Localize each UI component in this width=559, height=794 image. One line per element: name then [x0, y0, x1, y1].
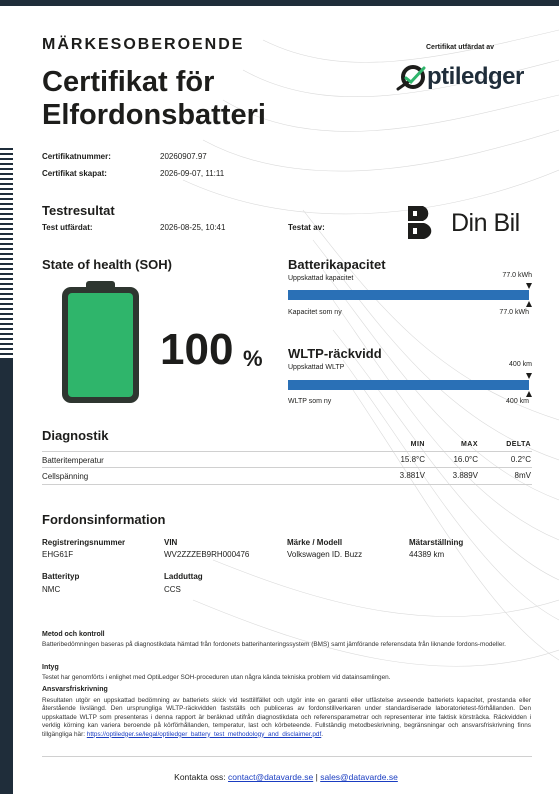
- contact-separator: |: [315, 772, 318, 782]
- wltp-estimated-marker: [526, 373, 532, 379]
- soh-value: 100: [160, 325, 234, 374]
- diagnostics-row-delta: 0.2°C: [510, 455, 531, 464]
- diagnostics-row-delta: 8mV: [514, 471, 531, 480]
- soh-heading: State of health (SOH): [42, 257, 173, 272]
- test-performed-label: Test utfärdat:: [42, 223, 93, 232]
- wltp-new-marker: [526, 391, 532, 397]
- vehicle-battery-type: NMC: [42, 585, 61, 594]
- kicker: MÄRKESOBEROENDE: [42, 36, 245, 53]
- disclaimer-link[interactable]: https://optiledger.se/legal/optiledger_battery_test_methodology_and_disclaimer.pdf: [86, 730, 322, 738]
- vehicle-charging: CCS: [164, 585, 181, 594]
- test-performed: 2026-08-25, 10:41: [160, 223, 226, 232]
- capacity-estimated-value: 77.0 kWh: [502, 272, 532, 279]
- vehicle-odometer: 44389 km: [409, 550, 445, 559]
- diagnostics-row-name: Batteritemperatur: [42, 456, 104, 465]
- certificate-created-label: Certifikat skapat:: [42, 169, 107, 178]
- wltp-heading: WLTP-räckvidd: [288, 346, 382, 361]
- disclaimer-text: Resultaten utgör en uppskattad bedömning av batteriets skick vid testtillfället och utgör inte en garanti eller utfästelse avseende batteriets kapacitet, prestanda eller återstående livslängd. Den ursprungliga WLTP-räckvidden fastställs och publiceras av fordonstillverkaren under standardiserade laboratorietest-förhållanden. Den uppskattade WLTP som presenteras i denna rapport är beräknad utifrån diagnostikdata och referensparametrar och representerar inte faktisk körsträcka. Räckvidden i verklig körning kan variera beroende på körförhållanden, temperatur, last och körbeteende. Fullständig metodbeskrivning, begränsningar och ansvarsfriskrivning finns tillgängliga här:: [42, 697, 531, 738]
- optiledger-logo-icon: [394, 60, 428, 94]
- capacity-heading: Batterikapacitet: [288, 257, 386, 272]
- wltp-estimated-label: Uppskattad WLTP: [288, 364, 345, 371]
- vehicle-charging-label: Ladduttag: [164, 572, 203, 581]
- capacity-new-value: 77.0 kWh: [499, 309, 529, 316]
- page-title-line1: Certifikat för: [42, 66, 215, 98]
- optiledger-logo: [394, 60, 534, 94]
- page-title-line2: Elfordonsbatteri: [42, 99, 266, 131]
- test-heading: Testresultat: [42, 203, 115, 218]
- vehicle-reg-label: Registreringsnummer: [42, 538, 126, 547]
- vehicle-vin-label: VIN: [164, 538, 178, 547]
- diagnostics-rule: [42, 484, 532, 485]
- diagnostics-rule: [42, 451, 532, 452]
- capacity-bar: [288, 290, 529, 300]
- vehicle-make-label: Märke / Modell: [287, 538, 343, 547]
- diagnostics-rule: [42, 467, 532, 468]
- battery-fill: [68, 293, 133, 397]
- dinbil-logo-text: Din Bil: [451, 209, 520, 237]
- diagnostics-row-min: 15.8°C: [400, 455, 425, 464]
- issued-by-label: Certifikat utfärdat av: [426, 44, 495, 51]
- diagnostics-col-max: MAX: [460, 441, 478, 448]
- vehicle-odometer-label: Mätarställning: [409, 538, 464, 547]
- diagnostics-col-min: MIN: [410, 441, 425, 448]
- vehicle-vin: WV2ZZZEB9RH000476: [164, 550, 250, 559]
- diagnostics-row-max: 16.0°C: [453, 455, 478, 464]
- method-heading: Metod och kontroll: [42, 631, 105, 638]
- wltp-new-label: WLTP som ny: [288, 398, 332, 405]
- diagnostics-heading: Diagnostik: [42, 428, 109, 443]
- capacity-new-marker: [526, 301, 532, 307]
- side-bar: [0, 360, 13, 794]
- vehicle-heading: Fordonsinformation: [42, 512, 166, 527]
- method-text: Batteribedömningen baseras på diagnostikdata hämtad från fordonets batterihanteringssystem (BMS) samt jämförande referensdata från liknande fordons-modeller.: [42, 641, 506, 648]
- contact-label: Kontakta oss:: [174, 772, 226, 782]
- dinbil-logo-icon: [406, 204, 436, 241]
- certificate-number: 20260907.97: [160, 152, 207, 161]
- wltp-estimated-value: 400 km: [509, 361, 532, 368]
- diagnostics-col-delta: DELTA: [506, 441, 531, 448]
- side-stripes: [0, 148, 13, 360]
- disclaimer-paragraph: Resultaten utgör en uppskattad bedömning av batteriets skick vid testtillfället och utgör inte en garanti eller utfästelse avseende batteriets kapacitet, prestanda eller återstående livslängd. Den ursprungliga WLTP-räckvidden fastställs och publiceras av fordonstillverkaren under standardiserade laboratorietest-förhållanden. Den uppskattade WLTP som presenteras i denna rapport är beräknad utifrån diagnostikdata och referensparametrar och representerar inte faktisk körsträcka. Räckvidden i verklig körning kan variera beroende på körförhållanden, temperatur, last och körbeteende. Fullständig metodbeskrivning, begränsningar och ansvarsfriskrivning finns tillgängliga här: https://optiledger.se/legal/optiledger_battery_test_methodology_and_disclaimer.pdf.: [42, 697, 531, 738]
- sales-email-link[interactable]: sales@datavarde.se: [320, 772, 398, 782]
- diagnostics-row-name: Cellspänning: [42, 472, 89, 481]
- vehicle-make: Volkswagen ID. Buzz: [287, 550, 363, 559]
- diagnostics-row-max: 3.889V: [452, 471, 478, 480]
- footer-contact: [0, 772, 559, 782]
- battery-icon: [62, 281, 139, 403]
- dinbil-logo: [406, 204, 531, 242]
- soh-unit: %: [243, 346, 263, 371]
- disclaimer-heading: Ansvarsfriskrivning: [42, 686, 108, 693]
- vehicle-reg: EHG61F: [42, 550, 74, 559]
- tested-by-label: Testat av:: [288, 223, 325, 232]
- vehicle-battery-type-label: Batterityp: [42, 572, 80, 581]
- capacity-new-label: Kapacitet som ny: [288, 309, 342, 316]
- contact-email-link[interactable]: contact@datavarde.se: [228, 772, 314, 782]
- capacity-estimated-label: Uppskattad kapacitet: [288, 275, 354, 282]
- optiledger-logo-text: ptiledger: [427, 63, 524, 90]
- certificate-number-label: Certifikatnummer:: [42, 152, 111, 161]
- certificate-created: 2026-09-07, 11:11: [160, 169, 225, 178]
- capacity-estimated-marker: [526, 283, 532, 289]
- cert-text: Testet har genomförts i enlighet med OptiLedger SOH-proceduren utan några kända tekniska problem vid datainsamlingen.: [42, 674, 391, 681]
- footer-rule: [42, 756, 532, 757]
- wltp-new-value: 400 km: [506, 398, 529, 405]
- cert-heading: Intyg: [42, 664, 59, 671]
- wltp-bar: [288, 380, 529, 390]
- diagnostics-row-min: 3.881V: [399, 471, 425, 480]
